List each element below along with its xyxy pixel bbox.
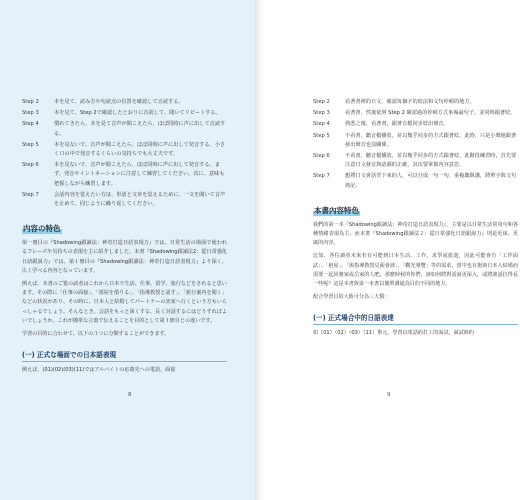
- step-text: 不看書，聽音檔播放，並以幾乎同步的方式跟著唸，此時，只是小聲地跟著發出聲音也沒關係。: [345, 132, 517, 148]
- step-text: 慣れてきたら、本を見て音声が聞こえたら、ほぼ同時に声に出して音読する。: [54, 121, 226, 137]
- step-label: Step 3: [22, 110, 39, 117]
- step-text: 熟悉之後，看著書，跟著音檔同步唸出聲音。: [345, 121, 449, 128]
- step-item: [313, 132, 518, 150]
- step-item: [22, 120, 227, 138]
- steps-list: [313, 98, 518, 191]
- right-page-content: [313, 98, 518, 339]
- step-label: Step 2: [22, 99, 39, 105]
- step-text: 看著書，然後依照 Step 2 確認過的停頓方式來複誦句子，並同時跟著唸。: [345, 110, 516, 117]
- right-page: [265, 0, 520, 500]
- step-text: 本を見ないで、音声が聞こえたら、ほぼ同時に声に出して発音する。まず、発音やイントネーションに注意して練習してください。次に、意味も把握しながら練習します。: [54, 162, 225, 187]
- subsection-text: 如（01）（02）（03）（11）單元，學習以電話約打工的面試，面試時的: [313, 330, 474, 337]
- body-paragraph: 配合學習目的大致可分為三大類：: [313, 294, 390, 301]
- page-number: 9: [387, 392, 391, 398]
- step-item: [313, 120, 518, 129]
- step-label: Step 4: [22, 121, 39, 128]
- step-item: [22, 98, 227, 107]
- step-label: Step 2: [313, 99, 330, 105]
- step-label: Step 5: [313, 132, 330, 139]
- step-text: 会話内容を覚えたい方は、単語と文章を覚えるために、一文を聞いて音声を止めて、同じように繰り返してください。: [54, 191, 226, 208]
- step-label: Step 7: [22, 191, 39, 198]
- left-page: [0, 0, 255, 500]
- subsection-heading: (一) 正式場合中的日語表達: [313, 312, 518, 325]
- step-item: [22, 141, 227, 159]
- book-gutter: [255, 0, 265, 500]
- step-item: [22, 161, 227, 189]
- subsection-text: 例えば、(01)(02)(03)(11)ではアルバイトの応募先への電話、面接: [22, 367, 176, 374]
- body-paragraph: 学習の目的に合わせて、以下の３つに分類することができます。: [22, 331, 170, 338]
- body-paragraph: 第一冊目の『Shadowing跟讀法：神奇打造日語表現力』では、日常生活の場面で使われるフレーズや気持ちの表現を主に紹介しました。本書『Shadowing跟讀法2：從日常強化日語跟說力』では、第１冊目の『Shadowing跟讀法：神奇打造日語表現力』より深く、広く学べる内容となっています。: [22, 240, 227, 274]
- step-label: Step 3: [313, 110, 330, 117]
- step-text: 看著書裡的日文，確認每個字的唸法和文句停頓的地方。: [345, 99, 475, 105]
- section-heading: 本書內容特色: [314, 205, 359, 215]
- step-label: Step 6: [22, 162, 39, 169]
- body-paragraph: 我們的第一本『Shadowing跟讀法：神奇打造日語表現力』，主要是以日常生活常用句和各種情緒表現為主。而本書『Shadowing跟讀法２：從日常強化日語跟說力』則是更深、更廣的內容。: [313, 221, 518, 247]
- subsection-heading: (一) 正式な場面での日本語表現: [22, 349, 227, 362]
- step-label: Step 4: [313, 121, 330, 128]
- step-item: [313, 172, 518, 190]
- body-paragraph: 比如，各位讀者未來若有可能到日本生活、工作、求學或旅遊，因此可能會有「工作面試」、「租屋」、「與指導教授見面會談」、「觀光導覽」等的需求，當中也有抱與日本人結婚而需要一起回婆家或岳家的人吧，那麼時候的你們，該如何將對話說更深入，或將談話拉得長一些呢？這是本書與第一本書以簡單溝通為目的不同的地方。: [313, 253, 518, 288]
- steps-list: [22, 98, 227, 209]
- step-item: [313, 152, 518, 170]
- step-label: Step 5: [22, 141, 39, 148]
- step-item: [313, 98, 518, 107]
- step-text: 想將日文會話背下來的人，可以分成一句一句，重複聽與講，將單字與文句熟記。: [345, 173, 517, 189]
- step-label: Step 7: [313, 173, 330, 180]
- body-paragraph: 例えば、本書のご覧の読者はこれから日本で生活、仕事、留学、旅行などをされると思います。その際に「仕事の面接」、「部屋を借りる」、「指導教授と話す」、「旅行案内を聞く」などの状況があり、その時に、日本人と結婚してパートナーの実家へ行くという方もいらっしゃるでしょう。そんなとき、会話をもっと深くする、長く対話するにはどうすればよいでしょうか。これが簡単な言葉で伝えることを目的として第１冊目との違いです。: [22, 281, 227, 324]
- step-text: 本を見て、読み方や句読点の位置を確認して音読する。: [54, 99, 184, 105]
- left-page-content: [22, 98, 227, 375]
- step-text: 本を見て、Step 2で確認したとおりに音読して、聞いてリピートする。: [54, 110, 221, 117]
- step-item: [22, 109, 227, 118]
- step-item: [22, 191, 227, 209]
- page-number: 8: [128, 392, 132, 398]
- step-text: 本を見ないで、音声が聞こえたら、ほぼ同時に声に出して発音する。小さく口の中で発音するくらいの気持ちでも大丈夫です。: [54, 141, 226, 158]
- step-item: [313, 109, 518, 118]
- section-heading: 内容の特色: [23, 224, 61, 234]
- step-text: 不看書，聽音檔播放，並以幾乎同步的方式跟著唸，此階段練習時，首先要注意日文發音與語調的正確，其次要掌握內容意思。: [345, 153, 517, 169]
- step-label: Step 6: [313, 153, 330, 160]
